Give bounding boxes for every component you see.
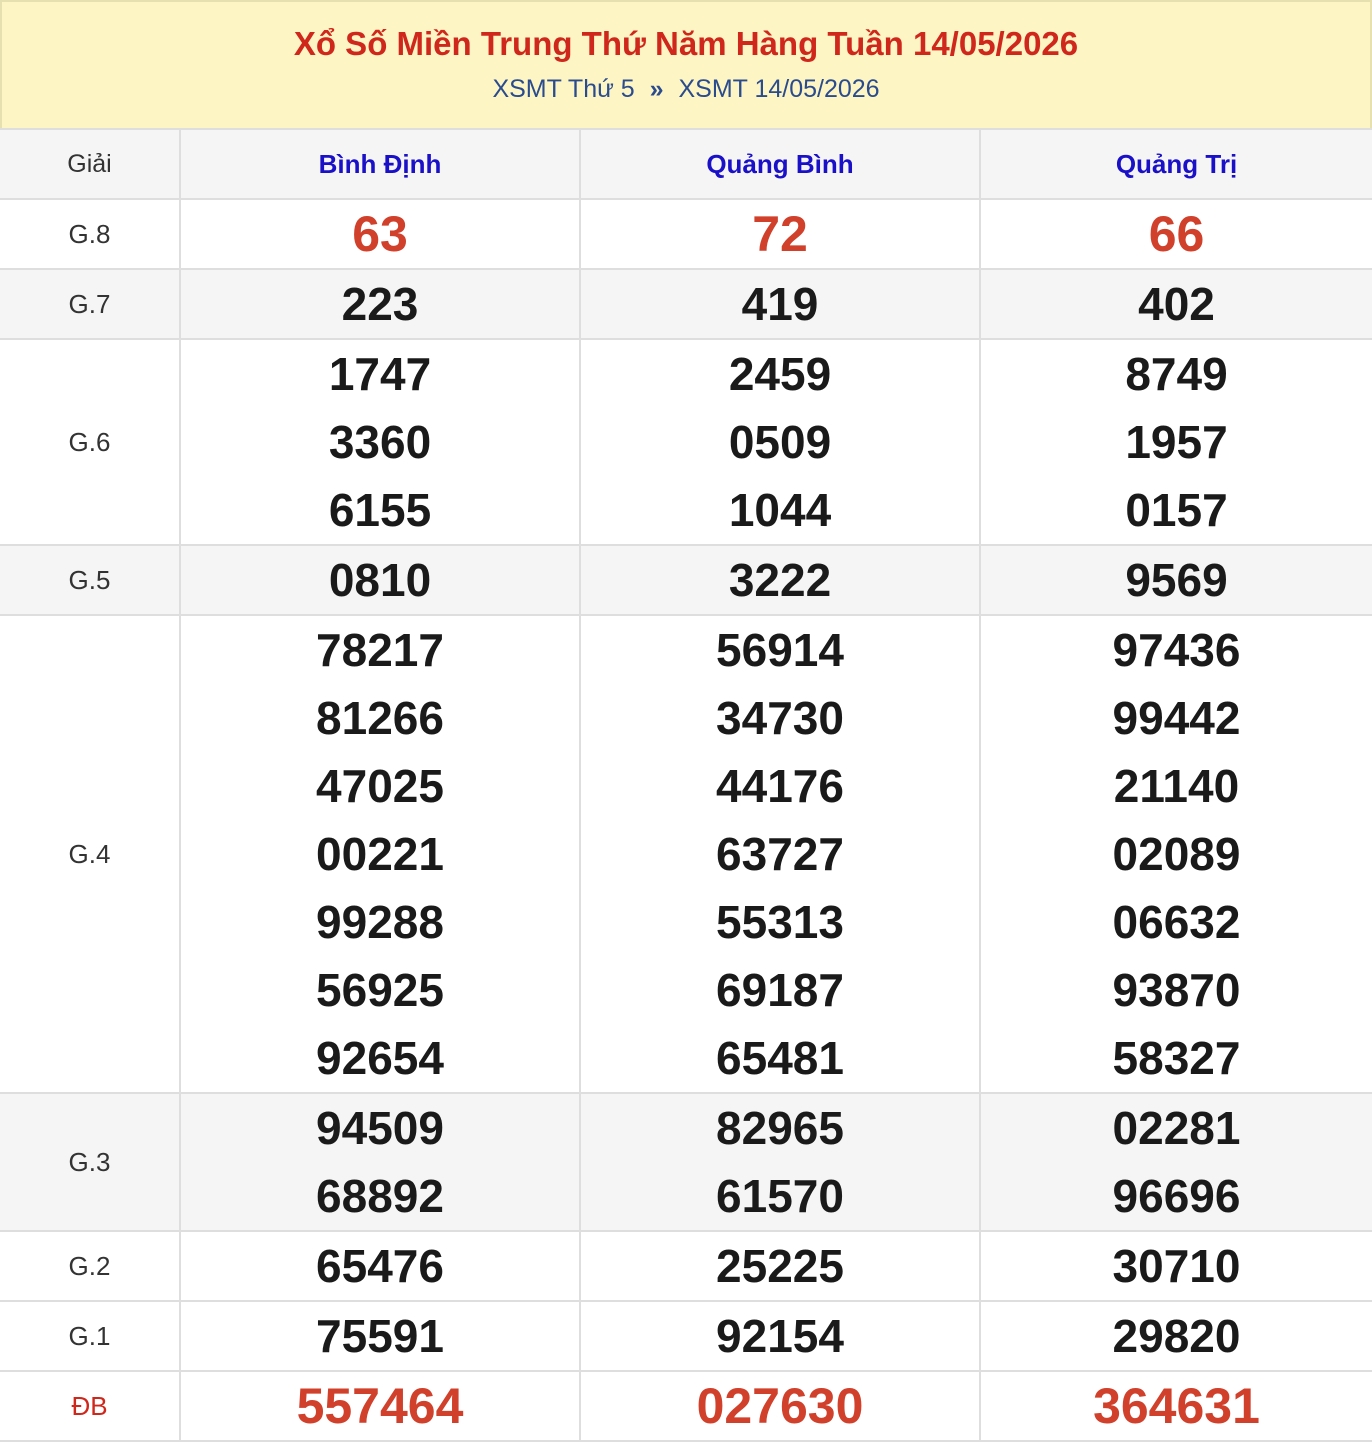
prize-label: G.1 [0,1301,180,1371]
prize-row [0,615,1372,1093]
prize-number: 1044 [728,484,832,536]
prize-number: 30710 [1112,1240,1241,1292]
prize-number: 92154 [716,1310,844,1362]
prize-cell [180,1231,580,1301]
prize-cell [580,545,980,615]
prize-number: 66 [1148,206,1205,262]
prize-number: 34730 [716,692,844,744]
prize-cell [180,1093,580,1231]
prize-row [0,1371,1372,1441]
prize-number: 223 [341,278,419,330]
results-header [0,0,1372,128]
prize-label: G.3 [0,1093,180,1231]
breadcrumb-separator: » [649,75,664,103]
prize-number: 55313 [716,896,844,948]
prize-cell [580,1301,980,1371]
prize-number: 44176 [716,760,844,812]
prize-number: 402 [1138,278,1215,330]
prize-cell [580,615,980,1093]
prize-number: 0810 [328,554,432,606]
prize-number: 419 [741,278,819,330]
prize-number: 69187 [716,964,844,1016]
prize-number: 29820 [1112,1310,1241,1362]
prize-number: 0157 [1125,484,1228,536]
prize-row [0,1301,1372,1371]
prize-number: 06632 [1112,896,1241,948]
prize-row [0,1231,1372,1301]
prize-cell [180,615,580,1093]
prize-number: 3222 [728,554,832,606]
prize-row [0,199,1372,269]
special-prize-number: 364631 [1093,1378,1260,1434]
breadcrumb-link-date[interactable]: XSMT 14/05/2026 [678,75,880,103]
prize-number: 96696 [1112,1170,1241,1222]
prize-cell [580,199,980,269]
province-header[interactable]: Quảng Bình [580,129,980,199]
prize-number: 21140 [1113,760,1240,812]
prize-number: 56925 [316,964,444,1016]
prize-cell [580,269,980,339]
prize-cell [980,1231,1372,1301]
prize-cell [980,545,1372,615]
prize-cell [980,1093,1372,1231]
prize-number: 94509 [316,1102,444,1154]
province-header[interactable]: Bình Định [180,129,580,199]
prize-label: ĐB [0,1371,180,1441]
prize-cell [180,199,580,269]
prize-number: 61570 [716,1170,844,1222]
prize-number: 2459 [728,348,832,400]
prize-label: G.7 [0,269,180,339]
prize-cell [580,1093,980,1231]
breadcrumb [2,74,1370,104]
results-body [0,199,1372,1441]
prize-number: 97436 [1112,624,1241,676]
prize-row [0,545,1372,615]
prize-label: G.8 [0,199,180,269]
page-title: Xổ Số Miền Trung Thứ Năm Hàng Tuần 14/05/2026 [293,25,1079,62]
results-table [0,128,1372,1442]
prize-number: 25225 [716,1240,844,1292]
prize-number: 8749 [1125,348,1228,400]
prize-number: 99288 [316,896,444,948]
prize-cell [180,545,580,615]
prize-number: 1747 [328,348,432,400]
prize-row [0,339,1372,545]
prize-number: 68892 [316,1170,444,1222]
prize-number: 82965 [716,1102,844,1154]
prize-number: 00221 [316,828,444,880]
table-header-row [0,129,1372,199]
prize-cell [180,1301,580,1371]
prize-cell [980,269,1372,339]
prize-number: 78217 [316,624,444,676]
prize-number: 0509 [728,416,832,468]
prize-label: G.6 [0,339,180,545]
prize-number: 6155 [328,484,432,536]
prize-number: 3360 [328,416,432,468]
prize-number: 93870 [1112,964,1241,1016]
prize-cell [180,1371,580,1441]
prize-number: 02281 [1112,1102,1241,1154]
prize-cell [980,199,1372,269]
prize-label: G.2 [0,1231,180,1301]
prize-cell [980,1371,1372,1441]
prize-label: G.5 [0,545,180,615]
prize-number: 72 [752,206,808,262]
prize-number: 9569 [1125,554,1228,606]
prize-number: 47025 [316,760,444,812]
prize-cell [180,269,580,339]
special-prize-number: 027630 [696,1378,864,1434]
prize-number: 02089 [1112,828,1241,880]
prize-number: 75591 [316,1310,444,1362]
prize-number: 56914 [716,624,844,676]
prize-cell [580,1371,980,1441]
prize-number: 65476 [316,1240,444,1292]
prize-cell [580,1231,980,1301]
prize-row [0,1093,1372,1231]
prize-cell [580,339,980,545]
prize-number: 63727 [716,828,844,880]
prize-column-header: Giải [0,129,180,199]
prize-label: G.4 [0,615,180,1093]
prize-number: 58327 [1112,1032,1241,1084]
province-header[interactable]: Quảng Trị [980,129,1372,199]
special-prize-number: 557464 [296,1378,464,1434]
prize-cell [980,615,1372,1093]
prize-number: 99442 [1112,692,1241,744]
prize-cell [980,1301,1372,1371]
prize-number: 65481 [716,1032,844,1084]
prize-number: 63 [352,206,408,262]
prize-number: 81266 [316,692,444,744]
prize-cell [180,339,580,545]
breadcrumb-link-weekday[interactable]: XSMT Thứ 5 [492,75,635,103]
prize-number: 92654 [316,1032,444,1084]
prize-number: 1957 [1125,416,1228,468]
prize-cell [980,339,1372,545]
prize-row [0,269,1372,339]
